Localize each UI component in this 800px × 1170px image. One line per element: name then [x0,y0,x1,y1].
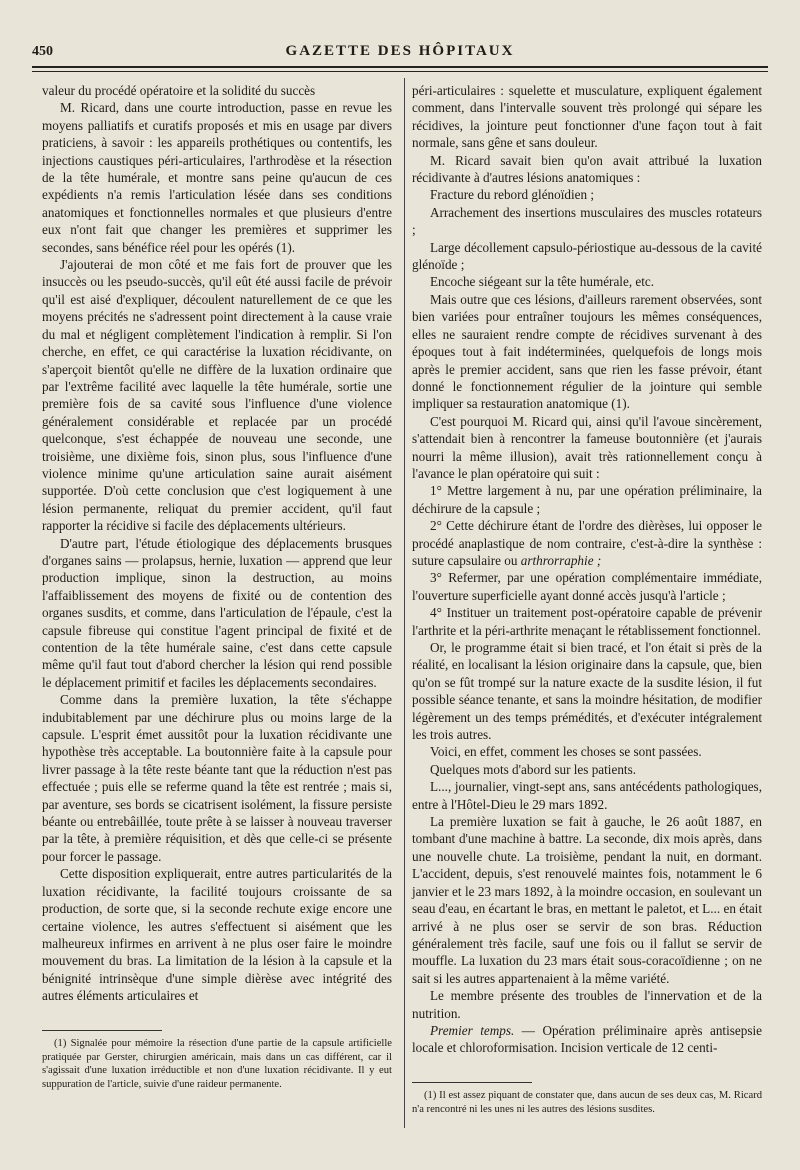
journal-title: GAZETTE DES HÔPITAUX [285,42,515,59]
italic-term: arthrorraphie ; [520,552,602,568]
page-number: 450 [32,44,53,59]
column-divider [404,78,405,1128]
paragraph: M. Ricard, dans une courte introduction, passe en revue les moyens palliatifs et curatifs proposés et mis en usage par divers praticiens, à savoir : les appareils prothétiques ou contentifs, les injections caustiques péri-articulaires, l'arthrodèse et la résection de la tête humérale, et montre sans peine qu'aucun de ces expédients n'a remis l'articulation lésée dans ses conditions anatomiques et fonctionnelles normales et que plusieurs d'entre eux n'ont fait que changer les premières et supprimer les secondes, sans bénéfice réel pour les opérés (1). [42,100,392,255]
list-item: 4° Instituer un traitement post-opératoire capable de prévenir l'arthrite et la péri-arthrite menaçant le rétablissement fonctionnel. [412,605,762,638]
paragraph: Quelques mots d'abord sur les patients. [430,761,637,777]
list-item: 1° Mettre largement à nu, par une opération préliminaire, la déchirure de la capsule ; [412,483,762,516]
footnote: (1) Il est assez piquant de constater que, dans aucun de ses deux cas, M. Ricard n'a rencontré ni les unes ni les autres des lésions susdites. [412,1090,762,1115]
paragraph: Comme dans la première luxation, la tête s'échappe indubitablement par une déchirure plus ou moins large de la capsule. L'esprit émet aussitôt pour la luxation récidivante une hypothèse très acceptable. La boutonnière faite à la capsule pour livrer passage à la tête reste béante tant que la réduction n'est pas effectuée ; puis elle se referme quand la tête est rentrée ; mais si, par aventure, ses bords se cicatrisent isolément, la fissure persiste béante ou entrebâillée, toute prête à se laisser à nouveau traverser par la tête, à première réquisition, et dès que celle-ci se présente pour forcer le passage. [42,692,392,864]
paragraph: D'autre part, l'étude étiologique des déplacements brusques d'organes sains — prolapsus, hernie, luxation — apprend que leur production implique, sinon la destruction, au moins l'affaiblissement des moyens de fixité ou de contention des organes susdits, et comme, dans l'articulation de l'épaule, c'est la capsule fibreuse qui constitue l'agent principal de fixité et de contention de la tête humérale saine, c'est dans cette capsule même qu'il faut tout d'abord chercher la lésion qui rend possible le déplacement primitif et faciles les déplacements secondaires. [42,535,392,690]
right-footnotes [412,1082,762,1116]
paragraph: J'ajouterai de mon côté et me fais fort de prouver que les insuccès ou les pseudo-succès, qu'il eût été aussi facile de prévoir qu'il est aisé d'expliquer, découlent naturellement de ce que les moyens précités ne s'adressent point directement à la cause vraie du mal et négligent complètement l'indication à remplir. Si l'on cherche, en effet, ce qui caractérise la luxation récidivante, on s'aperçoit bientôt qu'elle ne diffère de la luxation ordinaire que par l'extrême facilité avec laquelle la tête humérale, sortie une première fois de sa cavité sous l'influence d'une violence généralement considérable et replacée par un procédé quelconque, s'est échappée de nouveau une seconde, une troisième, une dixième fois, sinon plus, sous l'influence d'une violence minime qu'une articulation saine aurait aisément supportée. D'où cette conclusion que c'est logiquement à une lésion permanente, reliquat du premier accident, qu'il faut rapporter la récidive si facile des déplacements ultérieurs. [42,257,392,534]
paragraph [412,1022,762,1057]
paragraph: péri-articulaires : squelette et musculature, expliquent également comment, dans l'intervalle souvent très prolongé qui sépare les récidives, la jointure peut fonctionner d'une façon tout à fait normale, sans gêne et sans douleur. [412,83,762,151]
left-column [42,82,392,1005]
lesion-list [412,186,762,290]
footnote: (1) Signalée pour mémoire la résection d'une partie de la capsule artificielle pratiquée par Gerster, chirurgien américain, mais dans un cas différent, car il s'agissait d'une luxation irréductible et non d'une luxation récidivante. Il y eut suppuration de l'article, suivie d'une raideur permanente. [42,1038,392,1090]
left-footnotes [42,1030,392,1091]
list-item: Fracture du rebord glénoïdien ; [430,187,595,203]
paragraph: Mais outre que ces lésions, d'ailleurs rarement observées, sont bien variées pour entraîner toujours les mêmes conséquences, elles ne sauraient rendre compte de récidives survenant à des époques tout à fait indéterminées, quelquefois de longs mois après le premier accident, sans que rien les fasse prévoir, étant donné le fonctionnement régulier de la jointure qui semble impliquer sa restauration anatomique (1). [412,291,762,412]
footnote-rule [42,1030,162,1031]
list-item: Large décollement capsulo-périostique au-dessous de la cavité glénoïde ; [412,239,762,273]
paragraph: Le membre présente des troubles de l'innervation et de la nutrition. [412,988,762,1021]
right-column [412,82,762,1057]
list-item [412,517,762,569]
paragraph: Cette disposition expliquerait, entre autres particularités de la luxation récidivante, la facilité toujours croissante de sa production, de sorte que, si la seconde rechute exige encore une certaine violence, les autres s'effectuent si aisément que les malheureux infirmes en arrivent à ne plus oser faire le moindre mouvement du bras. La limitation de la lésion à la capsule et la bénignité intrinsèque d'une simple dièrèse avec intégrité des autres éléments articulaires et [42,866,392,1004]
footnote-rule [412,1082,532,1083]
paragraph: M. Ricard savait bien qu'on avait attribué la luxation récidivante à d'autres lésions anatomiques : [412,152,762,186]
header-rule-thin [32,71,768,72]
paragraph: C'est pourquoi M. Ricard qui, ainsi qu'il l'avoue sincèrement, s'attendait bien à rencontrer la fameuse boutonnière (et j'aurais nourri la même illusion), avait très rationnellement conçu à l'avance le plan opératoire qui suit : [412,413,762,481]
list-item-text: 2° Cette déchirure étant de l'ordre des dièrèses, lui opposer le procédé anaplastique de nom contraire, c'est-à-dire la synthèse : suture capsulaire ou [412,518,762,568]
page-header [32,38,768,64]
operative-plan-list [412,482,762,639]
list-item: 3° Refermer, par une opération complémentaire immédiate, l'ouverture superficielle ayant donné accès jusqu'à l'article ; [412,570,762,603]
paragraph-text: — Opération préliminaire après antisepsie locale et chloroformisation. Incision verticale de 12 centi- [412,1022,762,1056]
list-item: Arrachement des insertions musculaires des muscles rotateurs ; [412,204,762,238]
italic-heading: Premier temps. [430,1022,515,1038]
paragraph: La première luxation se fait à gauche, le 26 août 1887, en tombant d'une machine à battre. La seconde, dix mois après, dans une nouvelle chute. La troisième, pendant la nuit, en dormant. L'accident, depuis, s'est renouvelé maintes fois, notamment le 6 janvier et le 23 mars 1892, à la moindre occasion, en soulevant un seau d'eau, en écartant le bras, en mettant le paletot, et L... en était arrivé à ne plus oser se servir de son bras. Réduction généralement très facile, sauf une fois ou il fallut se servir de mouffle. La luxation du 23 mars était sous-coracoïdienne ; on ne sait si les autres appartenaient à la même variété. [412,814,762,986]
paragraph: valeur du procédé opératoire et la solidité du succès [42,83,316,98]
paragraph: Voici, en effet, comment les choses se sont passées. [430,744,702,760]
list-item: Encoche siégeant sur la tête humérale, etc. [430,274,655,290]
paragraph: L..., journalier, vingt-sept ans, sans antécédents pathologiques, entre à l'Hôtel-Dieu le 29 mars 1892. [412,779,762,812]
header-rule [32,66,768,68]
paragraph: Or, le programme était si bien tracé, et l'on était si près de la réalité, en localisant la lésion originaire dans la capsule, que, bien qu'on se fût trompé sur la nature exacte de la susdite lésion, il fut possible séance tenante, et sans la moindre hésitation, de modifier légèrement un des temps prémédités, et d'exécuter intégralement les trois autres. [412,640,762,743]
